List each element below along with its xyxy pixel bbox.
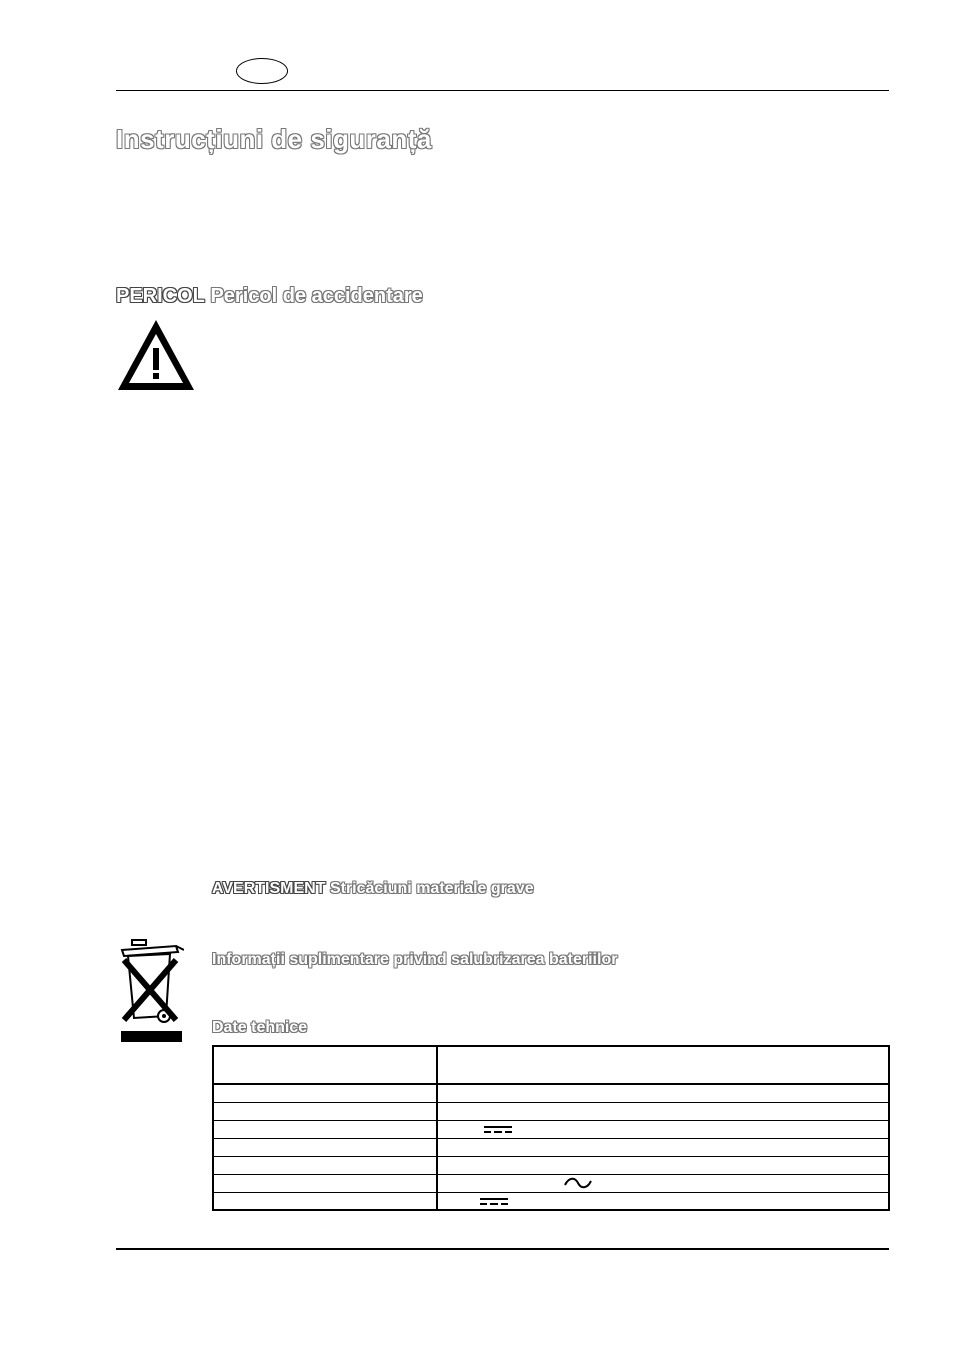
table-cell-label: [213, 1102, 437, 1120]
table-cell-value: [437, 1046, 889, 1084]
table-row: [213, 1120, 889, 1138]
table-cell-value: [437, 1192, 889, 1210]
warning-heading: [212, 880, 534, 898]
table-row: [213, 1192, 889, 1210]
warning-text: Stricăciuni materiale grave: [329, 880, 534, 897]
header-divider: [116, 90, 889, 91]
table-row: [213, 1174, 889, 1192]
warning-triangle-icon: [116, 318, 196, 392]
table-cell-label: [213, 1192, 437, 1210]
table-cell-value: [437, 1120, 889, 1138]
ac-symbol-icon: [564, 1176, 592, 1190]
table-cell-value: [437, 1138, 889, 1156]
table-cell-label: [213, 1120, 437, 1138]
table-cell-value: [437, 1084, 889, 1102]
table-cell-value: [437, 1156, 889, 1174]
footer-divider: [116, 1248, 889, 1250]
table-row: [213, 1138, 889, 1156]
disposal-heading: Informații suplimentare privind salubrizarea bateriilor: [212, 951, 618, 968]
danger-keyword: PERICOL: [116, 285, 205, 307]
dc-symbol-icon: [484, 1125, 512, 1135]
danger-text: Pericol de accidentare: [210, 285, 423, 307]
technical-data-heading: Date tehnice: [212, 1019, 308, 1036]
warning-keyword: AVERTISMENT: [212, 880, 326, 897]
table-row: [213, 1156, 889, 1174]
page-title: Instrucțiuni de siguranță: [116, 124, 432, 154]
table-row: [213, 1102, 889, 1120]
table-cell-label: [213, 1156, 437, 1174]
dc-symbol-icon: [480, 1197, 508, 1207]
table-cell-label: [213, 1046, 437, 1084]
table-cell-value: [437, 1102, 889, 1120]
table-cell-label: [213, 1138, 437, 1156]
table-cell-label: [213, 1174, 437, 1192]
table-cell-label: [213, 1084, 437, 1102]
table-row: [213, 1046, 889, 1084]
technical-data-table: [212, 1045, 890, 1211]
table-row: [213, 1084, 889, 1102]
table-cell-value: [437, 1174, 889, 1192]
danger-heading: [116, 285, 423, 308]
language-badge: [236, 58, 288, 84]
crossed-out-bin-icon: [118, 938, 184, 1044]
